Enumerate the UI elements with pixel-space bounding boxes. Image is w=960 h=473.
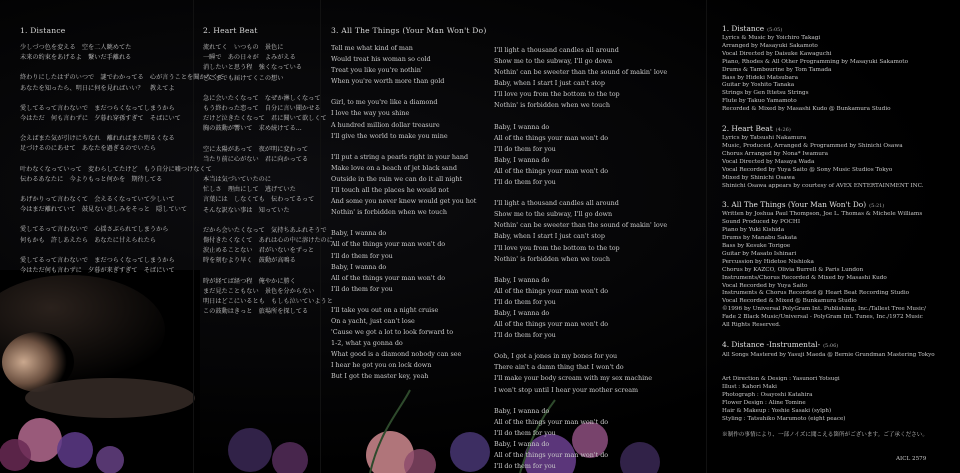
text-line: Nothin' can be sweeter than the sound of makin' love: [494, 68, 668, 77]
text-line: 空に太陽があって 夜が明に変わって: [203, 145, 309, 153]
text-line: But I got the master key, yeah: [331, 372, 429, 381]
credit-block: [722, 124, 954, 190]
text-line: On a yacht, just can't lose: [331, 316, 415, 325]
credit-title: 1. Distance (5:05): [722, 24, 783, 33]
stanza-gap: [494, 188, 667, 198]
credit-title: 4. Distance -Instrumental- (5:06): [722, 340, 839, 349]
text-line: I'll do them for you: [331, 251, 393, 260]
text-line: 忙しさ 理由にして 逃げていた: [203, 186, 296, 194]
text-line: I'll light a thousand candles all around: [494, 46, 619, 54]
text-line: 今はただ 何も言わずに 夕暮れ穿孫すぎて そばにいて: [20, 115, 181, 123]
stanza-gap: [203, 135, 333, 145]
stanza-gap: [494, 265, 667, 275]
stanza-gap: [203, 84, 333, 94]
text-line: There ain't a damn thing that I won't do: [494, 363, 624, 372]
text-line: Sound Produced by POCHI: [722, 219, 801, 226]
text-line: 消したいと思う程 強くなっている: [203, 64, 302, 72]
text-line: Mixed by Shinichi Osawa: [722, 174, 795, 181]
stanza-gap: [203, 165, 333, 175]
text-line: All of the things your man won't do: [331, 273, 446, 282]
text-line: I'll touch all the places he would not: [331, 186, 449, 195]
text-line: 言葉には しなくても 伝わってるって: [203, 196, 315, 204]
track-title: 3. All The Things (Your Man Won't Do): [331, 26, 487, 35]
stanza-gap: [20, 63, 224, 73]
text-line: I'll give the world to make you mine: [331, 131, 448, 140]
text-line: A hundred million dollar treasure: [331, 120, 440, 129]
text-line: Instruments/Chorus Recorded & Mixed by Masashi Kudo: [722, 274, 887, 281]
text-line: Lyrics & Music by Yoichiro Takagi: [722, 35, 821, 41]
stanza-gap: [203, 216, 333, 226]
text-line: Drums & Tambourine by Tom Tamada: [722, 66, 832, 73]
text-line: 少しづつ色を変える 空を二人眺めてた: [20, 44, 132, 51]
text-line: 傷付きたくなくて あれは心の中に溶けたのに: [203, 237, 333, 245]
text-line: 愛してるって言わないで 心揺さぶられてしまうから: [20, 226, 169, 234]
text-line: I won't stop until I hear your mother scream: [494, 385, 639, 394]
text-line: Nothin' is forbidden when we touch: [331, 208, 447, 217]
text-line: 明日はどこにいるとも もしも泣いていようと: [203, 298, 333, 306]
text-line: どこまでも届けてくこの想い: [203, 74, 284, 82]
text-line: Nothin' can be sweeter than the sound of makin' love: [494, 221, 668, 230]
text-line: あなたを知ったら、明日に何を見ればいい？ 教えてよ: [20, 84, 175, 92]
lyrics-lines: [20, 43, 224, 276]
text-line: Guitar by Masato Ishinari: [722, 250, 797, 257]
text-line: Recorded & Mixed by Masashi Kudo @ Bunkamura Studio: [722, 106, 891, 113]
text-line: まだ見たこともない 景色を分からない: [203, 287, 315, 295]
text-line: Vocal Recorded & Mixed @ Bunkamura Studio: [722, 298, 857, 305]
text-line: 叶わなくなっていって 変わらしてたけど もう自分に嘘つけなくて: [20, 165, 212, 173]
stanza-gap: [494, 341, 667, 351]
credit-lines: [722, 135, 954, 190]
text-line: I'll put a string a pearls right in your hand: [331, 152, 469, 161]
stanza-gap: [20, 185, 224, 195]
text-line: I'll do them for you: [494, 462, 556, 471]
text-line: Bass by Kesuke Torigoe: [722, 243, 791, 250]
text-line: Would treat his woman so cold: [331, 55, 431, 64]
text-line: Photograph : Osayoshi Katahira: [722, 391, 813, 398]
text-line: I'll do them for you: [494, 331, 556, 340]
staff-credits: [722, 376, 845, 423]
text-line: Vocal Recorded by Yuya Saito @ Sony Music Studios Tokyo: [722, 166, 893, 173]
text-line: Baby, when I start I just can't stop: [494, 79, 605, 88]
stanza-gap: [494, 396, 667, 406]
lyrics-heart-beat: [203, 26, 333, 317]
text-line: Baby, when I start I just can't stop: [494, 232, 605, 241]
text-line: 足づけるのにあせて あなたを過ぎるのでいたら: [20, 145, 157, 153]
text-line: I'll do them for you: [331, 284, 393, 293]
text-line: Baby, I wanna do: [494, 275, 550, 284]
text-line: I'll make your body scream with my sex machine: [494, 374, 653, 383]
text-line: Written by Joshua Paul Thompson, Joe L. Thomas & Michele Williams: [722, 211, 923, 218]
text-line: Baby, I wanna do: [494, 439, 550, 448]
text-line: 時を刻むより早く 鼓動が高鳴る: [203, 257, 296, 265]
credit-title: 3. All The Things (Your Man Won't Do) (5:21): [722, 200, 885, 210]
text-line: Tell me what kind of man: [331, 44, 413, 52]
text-line: ©1996 by Universal PolyGram Int. Publishing, Inc./Tallest Tree Music/: [722, 306, 926, 313]
credit-lines: [722, 211, 954, 330]
lyrics-all-the-things: [331, 26, 486, 383]
text-line: 涙止めることない 君がいないをずっと: [203, 247, 315, 255]
text-line: 愛してるって言わないで まだつらくなってしまうから: [20, 104, 175, 112]
lyrics-lines: [331, 43, 486, 383]
text-line: Baby, I wanna do: [331, 262, 387, 271]
text-line: Vocal Directed by Daisuke Kawaguchi: [722, 50, 832, 57]
text-line: Strings by Gen Ittetsu Strings: [722, 90, 809, 97]
catalog-number: AICL 2579: [896, 456, 927, 462]
credit-block: [722, 200, 954, 330]
text-line: 当たり前に心がない 君に向かってる: [203, 155, 309, 163]
text-line: Flute by Takuo Yamamoto: [722, 98, 797, 105]
stanza-gap: [20, 246, 224, 256]
text-line: All of the things your man won't do: [494, 451, 609, 459]
stanza-gap: [494, 112, 667, 122]
text-line: All of the things your man won't do: [494, 166, 609, 175]
lyrics-all-the-things-continued: [494, 45, 667, 472]
text-line: Instruments & Chorus Recorded @ Heart Beat Recording Studio: [722, 290, 910, 297]
text-line: だから会いたくなって 気持ちあふれそうで: [203, 226, 327, 234]
lyrics-lines: [494, 45, 667, 472]
text-line: Fade 2 Black Music/Universal - PolyGram Int. Tunes, Inc./1972 Music: [722, 314, 923, 321]
text-line: Make love on a beach of jet black sand: [331, 163, 457, 172]
mastering-credit: All Songs Mastered by Yasuji Maeda @ Bernie Grundman Mastering Tokyo: [722, 352, 935, 358]
text-line: Piano, Rhodes & All Other Programming by Masayuki Sakamoto: [722, 58, 908, 65]
text-line: 急に会いたくなって なぜか淋しくなって: [203, 94, 321, 102]
panel-fold: [706, 0, 707, 473]
text-line: 未来の約束をあげるよ 繋いだ手離れる: [20, 54, 132, 62]
text-line: All of the things your man won't do: [494, 133, 609, 142]
text-line: Hair & Makeup : Yoshie Sasaki (sylph): [722, 407, 832, 414]
text-line: I'll do them for you: [494, 297, 556, 306]
lyrics-lines: [203, 43, 333, 317]
text-line: 1-2, what ya gonna do: [331, 339, 403, 348]
lyrics-distance: [20, 26, 224, 276]
text-line: Nothin' is forbidden when we touch: [494, 101, 610, 110]
text-line: When you're worth more than gold: [331, 77, 445, 86]
credit-block: [722, 340, 954, 349]
text-line: What good is a diamond nobody can see: [331, 350, 462, 359]
text-line: Treat you like you're nothin': [331, 66, 423, 75]
text-line: All of the things your man won't do: [494, 286, 609, 295]
text-line: Art Direction & Design : Yasunori Yotsugi: [722, 376, 840, 382]
text-line: Chorus Arranged by Nona* Iwamura: [722, 150, 829, 157]
stanza-gap: [331, 218, 486, 228]
text-line: 何もかも 許しあえたら あなたに甘えられたら: [20, 236, 157, 244]
text-line: Nothin' is forbidden when we touch: [494, 254, 610, 263]
credit-title: 2. Heart Beat (4:26): [722, 124, 791, 134]
stanza-gap: [20, 155, 224, 165]
text-line: 伝わるあなたに 今よりもっと何かを 期待してる: [20, 175, 163, 183]
text-line: Styling : Tatsuhiko Marumoto (eight peace): [722, 415, 846, 422]
text-line: 胸の鼓動が響いて 求め続けてる...: [203, 125, 302, 133]
text-line: All of the things your man won't do: [331, 240, 446, 249]
text-line: Shinichi Osawa appears by courtesy of AVEX ENTERTAINMENT INC.: [722, 182, 924, 189]
text-line: 本当は気づいていたのに: [203, 176, 272, 184]
text-line: そんな訳ない事は 知っていた: [203, 206, 290, 214]
track-title: 2. Heart Beat: [203, 26, 258, 35]
track-title: 1. Distance: [20, 26, 66, 35]
text-line: I'll love you from the bottom to the top: [494, 243, 620, 252]
text-line: 流れてく いつもの 景色に: [203, 44, 284, 51]
text-line: Girl, to me you're like a diamond: [331, 98, 438, 107]
text-line: Baby, I wanna do: [494, 308, 550, 317]
text-line: I'll do them for you: [494, 144, 556, 153]
text-line: All of the things your man won't do: [494, 417, 609, 426]
stanza-gap: [331, 87, 486, 97]
credits: [722, 24, 954, 359]
text-line: And some you never knew would get you hot: [331, 197, 477, 206]
text-line: I'll take you out on a night cruise: [331, 305, 439, 314]
text-line: Outside in the rain we can do it all night: [331, 174, 463, 183]
text-line: だけど泣きたくなって 君に聞いて欲しくて: [203, 115, 327, 123]
text-line: All Rights Reserved.: [722, 322, 781, 329]
text-line: 'Cause we got a lot to look forward to: [331, 328, 454, 337]
text-line: Vocal Directed by Masaya Wada: [722, 158, 815, 165]
text-line: I'll love you from the bottom to the top: [494, 90, 620, 99]
text-line: I love the way you shine: [331, 109, 410, 118]
text-line: Piano by Yuki Kishida: [722, 227, 785, 234]
text-line: Baby, I wanna do: [331, 229, 387, 238]
credit-block: [722, 24, 954, 114]
text-line: 愛してるって言わないで まだつらくなってしまうから: [20, 256, 175, 264]
text-line: I'll do them for you: [494, 178, 556, 187]
text-line: I hear he got you on lock down: [331, 361, 432, 370]
text-line: Illust : Kahori Maki: [722, 383, 777, 390]
text-line: Vocal Recorded by Yuya Saito: [722, 282, 808, 289]
text-line: Show me to the subway, I'll go down: [494, 210, 613, 219]
text-line: Baby, I wanna do: [494, 155, 550, 164]
text-line: Show me to the subway, I'll go down: [494, 57, 613, 66]
text-line: Arranged by Masayuki Sakamoto: [722, 42, 818, 49]
text-line: I'll do them for you: [494, 428, 556, 437]
text-line: Guitar by Yoshito Tanaka: [722, 82, 795, 89]
text-line: All of the things your man won't do: [494, 320, 609, 329]
text-line: もう終わった恋って 自分に言い聞かせる: [203, 105, 321, 113]
text-line: I'll light a thousand candles all around: [494, 199, 619, 208]
text-line: 終わりにしたはずのいつで 謎でわかってる 心が言うことを聞かなくて: [20, 74, 225, 82]
text-line: Lyrics by Tatsushi Nakamura: [722, 135, 807, 142]
text-line: Ooh, I got a jones in my bones for you: [494, 352, 618, 361]
text-line: Drums by Manabu Sakata: [722, 235, 797, 242]
text-line: Percussion by Hidetoe Nishioka: [722, 258, 814, 265]
text-line: Chorus by KAZCO, Olivia Burrell & Paris Lundon: [722, 266, 864, 273]
text-line: Flower Design : Aline Tomine: [722, 399, 806, 406]
text-line: Bass by Hideki Matsubara: [722, 74, 798, 81]
text-line: 会えばまた気が引けにちなれ 離れればまた明るくなる: [20, 135, 175, 143]
text-line: Baby, I wanna do: [494, 122, 550, 131]
text-line: 一瞬で あの日々が よみがえる: [203, 54, 296, 62]
text-line: 今はただ何も言わずに 夕暮が来ぎすぎて そばにいて: [20, 267, 175, 275]
noise-notice: ※制作の事情により、一部ノイズに聞こえる箇所がございます。ご了承ください。: [722, 432, 928, 438]
credit-lines: [722, 35, 954, 114]
text-line: 時が経てば経つ程 俺やかに勝く: [203, 277, 296, 285]
text-line: Music, Produced, Arranged & Programmed by Shinichi Osawa: [722, 142, 903, 149]
text-line: この鼓動はきっと 旅場所を探してる: [203, 308, 309, 316]
stanza-gap: [20, 124, 224, 134]
artist-photo: [0, 270, 200, 473]
text-line: 今はまだ離れていて 鼓見ない悲しみをそっと 隠していて: [20, 206, 188, 214]
stanza-gap: [203, 267, 333, 277]
stanza-gap: [331, 142, 486, 152]
stanza-gap: [20, 94, 224, 104]
stanza-gap: [20, 215, 224, 225]
text-line: Baby, I wanna do: [494, 406, 550, 415]
stanza-gap: [331, 295, 486, 305]
text-line: あげかりって言わなくて 会えるくなっていて少しいて: [20, 196, 175, 204]
